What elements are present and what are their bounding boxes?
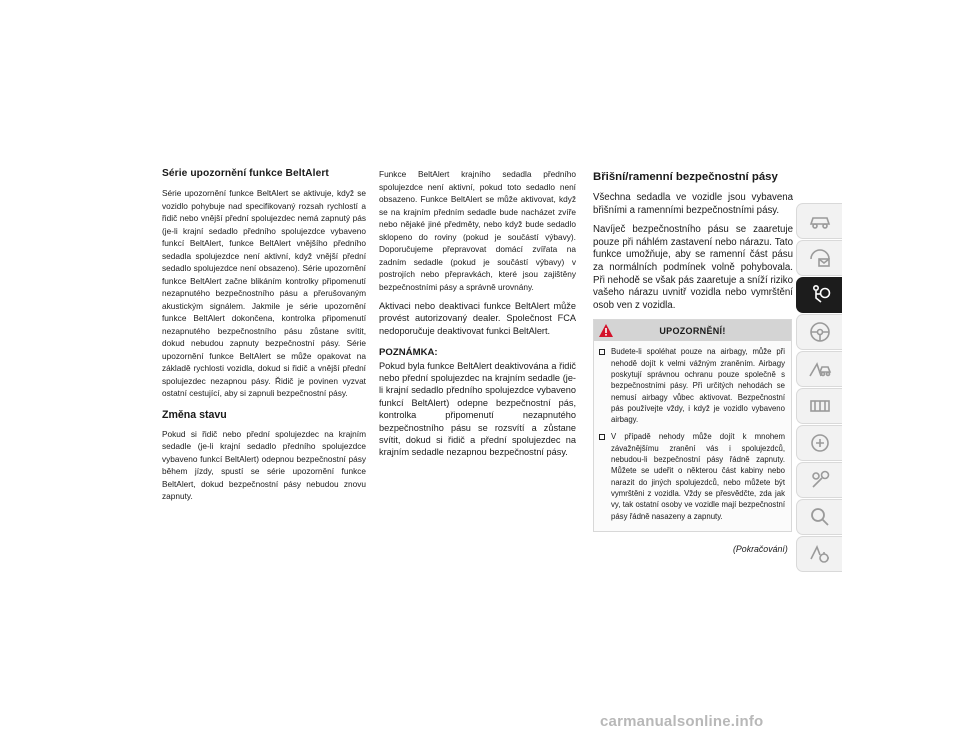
magnifier-icon	[807, 504, 833, 530]
warning-item	[599, 431, 785, 521]
paragraph-beltalert-series: Série upozornění funkce BeltAlert se aktivuje, když se vozidlo pohybuje nad specifikovaný rozsah rychlostí a řidič nebo vnější přední spolujezdec nemá zapnutý pás (je-li krajní sedadlo předního spolujezdce vybaveno funkcí BeltAlert, funkce BeltAlert vnějšího předního sedadla spolujezdce není aktivní, když vnější přední sedadlo spolujezdce není obsazeno). Série upozornění funkce BeltAlert začne blikáním kontrolky připomenutí nezapnutého bezpečnostního pásu a přerušovaným akustickým signálem. Jakmile je série upozornění funkce BeltAlert dokončena, kontrolka připomenutí nezapnutého bezpečnostního pásu zůstane svítit, dokud nebudou zapnuty bezpečnostní pásy. Série upozornění funkce BeltAlert se může opakovat na základě rychlosti vozidla, dokud si řidič a vnější přední spolujezdec nezapnou pásy. Řidič je povinen vyzvat ostatní cestující, aby si zapnuli bezpečnostní pásy.	[162, 188, 366, 398]
tab-emergency[interactable]	[796, 351, 842, 387]
tab-service[interactable]	[796, 425, 842, 461]
tab-search[interactable]	[796, 499, 842, 535]
wrench-tools-icon	[807, 467, 833, 493]
note-text: Pokud byla funkce BeltAlert deaktivována a řidič nebo přední spolujezdec na krajním sedadle (je-li krajní sedadlo předního spolujezdce vybaveno funkcí BeltAlert) odepne bezpečnostní pás, kontrolka připomenutí nezapnutého bezpečnostního pásu se rozsvítí a zůstane svítit, dokud si řidič a přední spolujezdec na krajním sedadle nezapnou bezpečnostní pásy.	[379, 360, 576, 458]
heading-status-change: Změna stavu	[162, 408, 227, 421]
road-warning-icon	[807, 356, 833, 382]
tab-towing[interactable]	[796, 388, 842, 424]
paragraph-passenger-beltalert: Funkce BeltAlert krajního sedadla předního spolujezdce není aktivní, pokud toto sedadlo není obsazeno. Funkce BeltAlert se může aktivovat, když se na krajním předním sedadle bude nacházet zvíře nebo nějaké jiné předměty, nebo když bude sedadlo sklopeno do roviny (pokud je součástí výbavy). Doporučujeme přepravovat domácí zvířata na zadním sedadle (pokud je součástí výbavy) v postrojích nebo přepravkách, které jsou zajištěny bezpečnostními pásy a správně urovnány.	[379, 169, 576, 292]
middle-column	[379, 168, 576, 459]
warning-box	[593, 319, 792, 531]
continued-label: (Pokračování)	[733, 544, 788, 554]
watermark: carmanualsonline.info	[600, 713, 764, 730]
tab-safety[interactable]	[796, 277, 842, 313]
heading-lap-shoulder-belts: Břišní/ramenní bezpečnostní pásy	[593, 171, 778, 183]
multimedia-icon	[807, 541, 833, 567]
tab-technical[interactable]	[796, 462, 842, 498]
paragraph-status-change: Pokud si řidič nebo přední spolujezdec na krajním sedadle (je-li krajní sedadlo předního spolujezdce vybaveno funkcí BeltAlert) odepnou bezpečnostní pásy během jízdy, spustí se série upozornění funkce BeltAlert, dokud bezpečnostní pásy nebudou znovu zapnuty.	[162, 428, 366, 501]
tab-multimedia[interactable]	[796, 536, 842, 572]
bullet-square-icon	[599, 434, 605, 440]
warning-triangle-icon	[598, 323, 614, 338]
car-service-icon	[807, 430, 833, 456]
warning-item	[599, 346, 785, 425]
paragraph-retractor: Navíječ bezpečnostního pásu se zaaretuje pouze při náhlém zastavení nebo nárazu. Tato funkce umožňuje, aby se ramenní část pásu za normálních podmínek volně pohybovala. Při nehodě se však pás zaaretuje a sníží riziko vašeho nárazu uvnitř vozidla nebo vymrštění osob ven z vozidla.	[593, 224, 793, 311]
tab-driving[interactable]	[796, 314, 842, 350]
airbag-person-icon	[807, 282, 833, 308]
paragraph-dealer-activation: Aktivaci nebo deaktivaci funkce BeltAlert může provést autorizovaný dealer. Společnost FCA nedoporučuje deaktivovat funkci BeltAlert.	[379, 301, 576, 336]
bullet-square-icon	[599, 349, 605, 355]
car-icon	[807, 208, 833, 234]
tab-dashboard[interactable]	[796, 240, 842, 276]
chapter-tabs	[796, 203, 842, 573]
warning-title: UPOZORNĚNÍ!	[659, 325, 726, 336]
warning-header	[594, 320, 791, 341]
warning-body	[594, 341, 791, 530]
paragraph-all-seats: Všechna sedadla ve vozidle jsou vybavena břišními a ramenními bezpečnostními pásy.	[593, 192, 793, 216]
tow-truck-icon	[807, 393, 833, 419]
right-column	[593, 168, 793, 532]
dashboard-mail-icon	[807, 245, 833, 271]
warning-item-text: V případě nehody může dojít k mnohem závažnějšímu zranění vás i spolujezdců, nebudou-li bezpečnostní pásy řádně zapnuty. Můžete se udeřit o některou část kabiny nebo narazit do jiných spolujezdců, nebo můžete být vymrštěni z vozidla. Vždy se přesvědčte, zda jak vy, tak ostatní osoby ve vozidle mají bezpečnostní pásy řádně nasazeny a zapnuty.	[611, 432, 785, 521]
warning-item-text: Budete-li spoléhat pouze na airbagy, může při nehodě dojít k velmi vážným zraněním. Airbagy poskytují správnou ochranu pouze společně s bezpečnostními pásy. Při určitých nehodách se nemusí airbagy vůbec aktivovat. Bezpečnostní pás používejte vždy, i když je vozidlo vybaveno airbagy.	[611, 347, 785, 425]
tab-car[interactable]	[796, 203, 842, 239]
heading-beltalert-series: Série upozornění funkce BeltAlert	[162, 168, 329, 179]
steering-wheel-icon	[807, 319, 833, 345]
left-column	[162, 168, 366, 503]
note-title: POZNÁMKA:	[379, 347, 438, 359]
